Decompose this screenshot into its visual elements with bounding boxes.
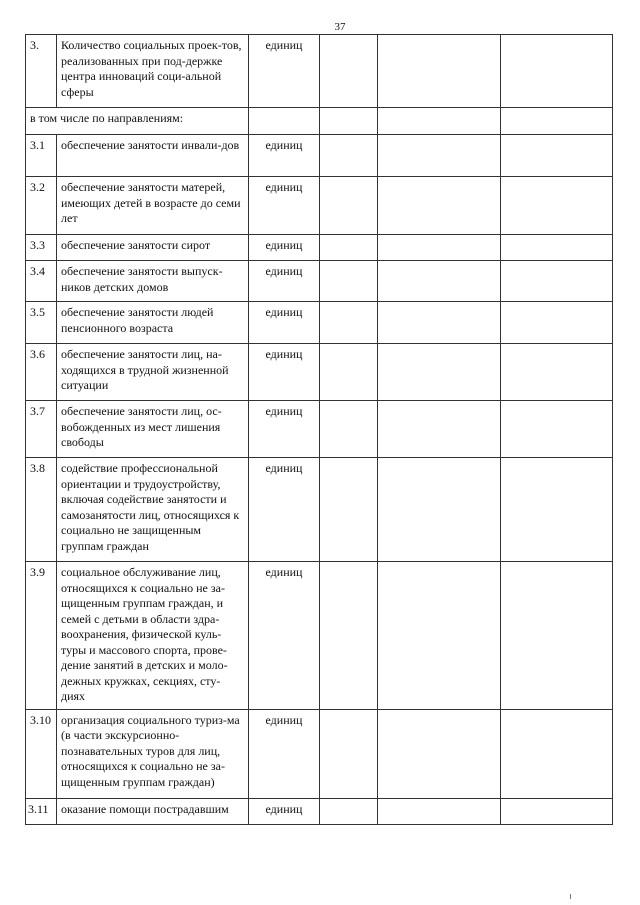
row-number: 3. [26, 35, 57, 108]
row-number: 3.11 [26, 798, 57, 824]
row-unit: единиц [249, 302, 320, 344]
value-cell [378, 401, 501, 458]
table-row [26, 709, 613, 798]
row-unit: единиц [249, 35, 320, 108]
value-cell [501, 177, 613, 235]
row-description: обеспечение занятости сирот [57, 235, 249, 261]
value-cell [320, 458, 378, 562]
row-unit: единиц [249, 344, 320, 401]
row-description: обеспечение занятости лиц, ос-вобожденных из мест лишения свободы [57, 401, 249, 458]
row-number: 3.8 [26, 458, 57, 562]
value-cell [501, 344, 613, 401]
row-number: 3.7 [26, 401, 57, 458]
value-cell [320, 562, 378, 710]
row-unit: единиц [249, 177, 320, 235]
row-description: обеспечение занятости людей пенсионного возраста [57, 302, 249, 344]
value-cell [501, 709, 613, 798]
value-cell [378, 458, 501, 562]
row-number: 3.4 [26, 261, 57, 302]
row-unit: единиц [249, 709, 320, 798]
table-row [26, 35, 613, 108]
value-cell [501, 562, 613, 710]
value-cell [501, 261, 613, 302]
table-row [26, 401, 613, 458]
value-cell [378, 344, 501, 401]
table-row [26, 302, 613, 344]
table-row [26, 235, 613, 261]
row-description: содействие профессиональной ориентации и трудоустройству, включая содействие занятости и самозанятости лиц, относящихся к социально не защищенным группам граждан [57, 458, 249, 562]
table-row [26, 108, 613, 135]
value-cell [378, 709, 501, 798]
value-cell [320, 344, 378, 401]
value-cell [501, 798, 613, 824]
row-number: 3.6 [26, 344, 57, 401]
table-row [26, 177, 613, 235]
value-cell [320, 709, 378, 798]
row-unit: единиц [249, 235, 320, 261]
value-cell [320, 401, 378, 458]
row-description: социальное обслуживание лиц, относящихся к социально не за-щищенным группам граждан, и семей с детьми в области здра-воохранения, физической куль-туры и массового спорта, прове-дение занятий в детских и моло-дежных кружках, секциях, сту-диях [57, 562, 249, 710]
value-cell [320, 108, 378, 135]
value-cell [378, 177, 501, 235]
value-cell [320, 235, 378, 261]
table-row [26, 798, 613, 824]
value-cell [378, 261, 501, 302]
value-cell [378, 798, 501, 824]
value-cell [378, 235, 501, 261]
row-description: обеспечение занятости матерей, имеющих детей в возрасте до семи лет [57, 177, 249, 235]
value-cell [501, 35, 613, 108]
value-cell [378, 108, 501, 135]
section-heading: в том числе по направлениям: [26, 108, 249, 135]
indicator-table [25, 34, 613, 825]
value-cell [378, 562, 501, 710]
row-number: 3.10 [26, 709, 57, 798]
row-description: оказание помощи пострадавшим [57, 798, 249, 824]
value-cell [378, 35, 501, 108]
value-cell [378, 302, 501, 344]
row-unit: единиц [249, 401, 320, 458]
row-description: организация социального туриз-ма (в части экскурсионно-познавательных туров для лиц, относящихся к социально не за-щищенным группам граждан) [57, 709, 249, 798]
row-unit: единиц [249, 135, 320, 177]
row-description: обеспечение занятости лиц, на-ходящихся в трудной жизненной ситуации [57, 344, 249, 401]
row-unit: единиц [249, 562, 320, 710]
row-unit: единиц [249, 458, 320, 562]
row-number: 3.9 [26, 562, 57, 710]
row-number: 3.3 [26, 235, 57, 261]
value-cell [501, 135, 613, 177]
row-description: обеспечение занятости выпуск-ников детских домов [57, 261, 249, 302]
value-cell [501, 401, 613, 458]
row-number: 3.1 [26, 135, 57, 177]
value-cell [378, 135, 501, 177]
row-unit: единиц [249, 261, 320, 302]
value-cell [501, 235, 613, 261]
value-cell [320, 35, 378, 108]
value-cell [320, 302, 378, 344]
value-cell [320, 135, 378, 177]
value-cell [320, 261, 378, 302]
row-description: обеспечение занятости инвали-дов [57, 135, 249, 177]
value-cell [320, 798, 378, 824]
value-cell [501, 108, 613, 135]
value-cell [320, 177, 378, 235]
table-row [26, 261, 613, 302]
table-row [26, 344, 613, 401]
table-row [26, 135, 613, 177]
scan-mark [570, 894, 571, 899]
row-unit: единиц [249, 798, 320, 824]
value-cell [249, 108, 320, 135]
page-number: 37 [334, 21, 346, 33]
value-cell [501, 458, 613, 562]
row-description: Количество социальных проек-тов, реализованных при под-держке центра инноваций соци-альной сферы [57, 35, 249, 108]
value-cell [501, 302, 613, 344]
table-row [26, 562, 613, 710]
row-number: 3.2 [26, 177, 57, 235]
table-row [26, 458, 613, 562]
row-number: 3.5 [26, 302, 57, 344]
